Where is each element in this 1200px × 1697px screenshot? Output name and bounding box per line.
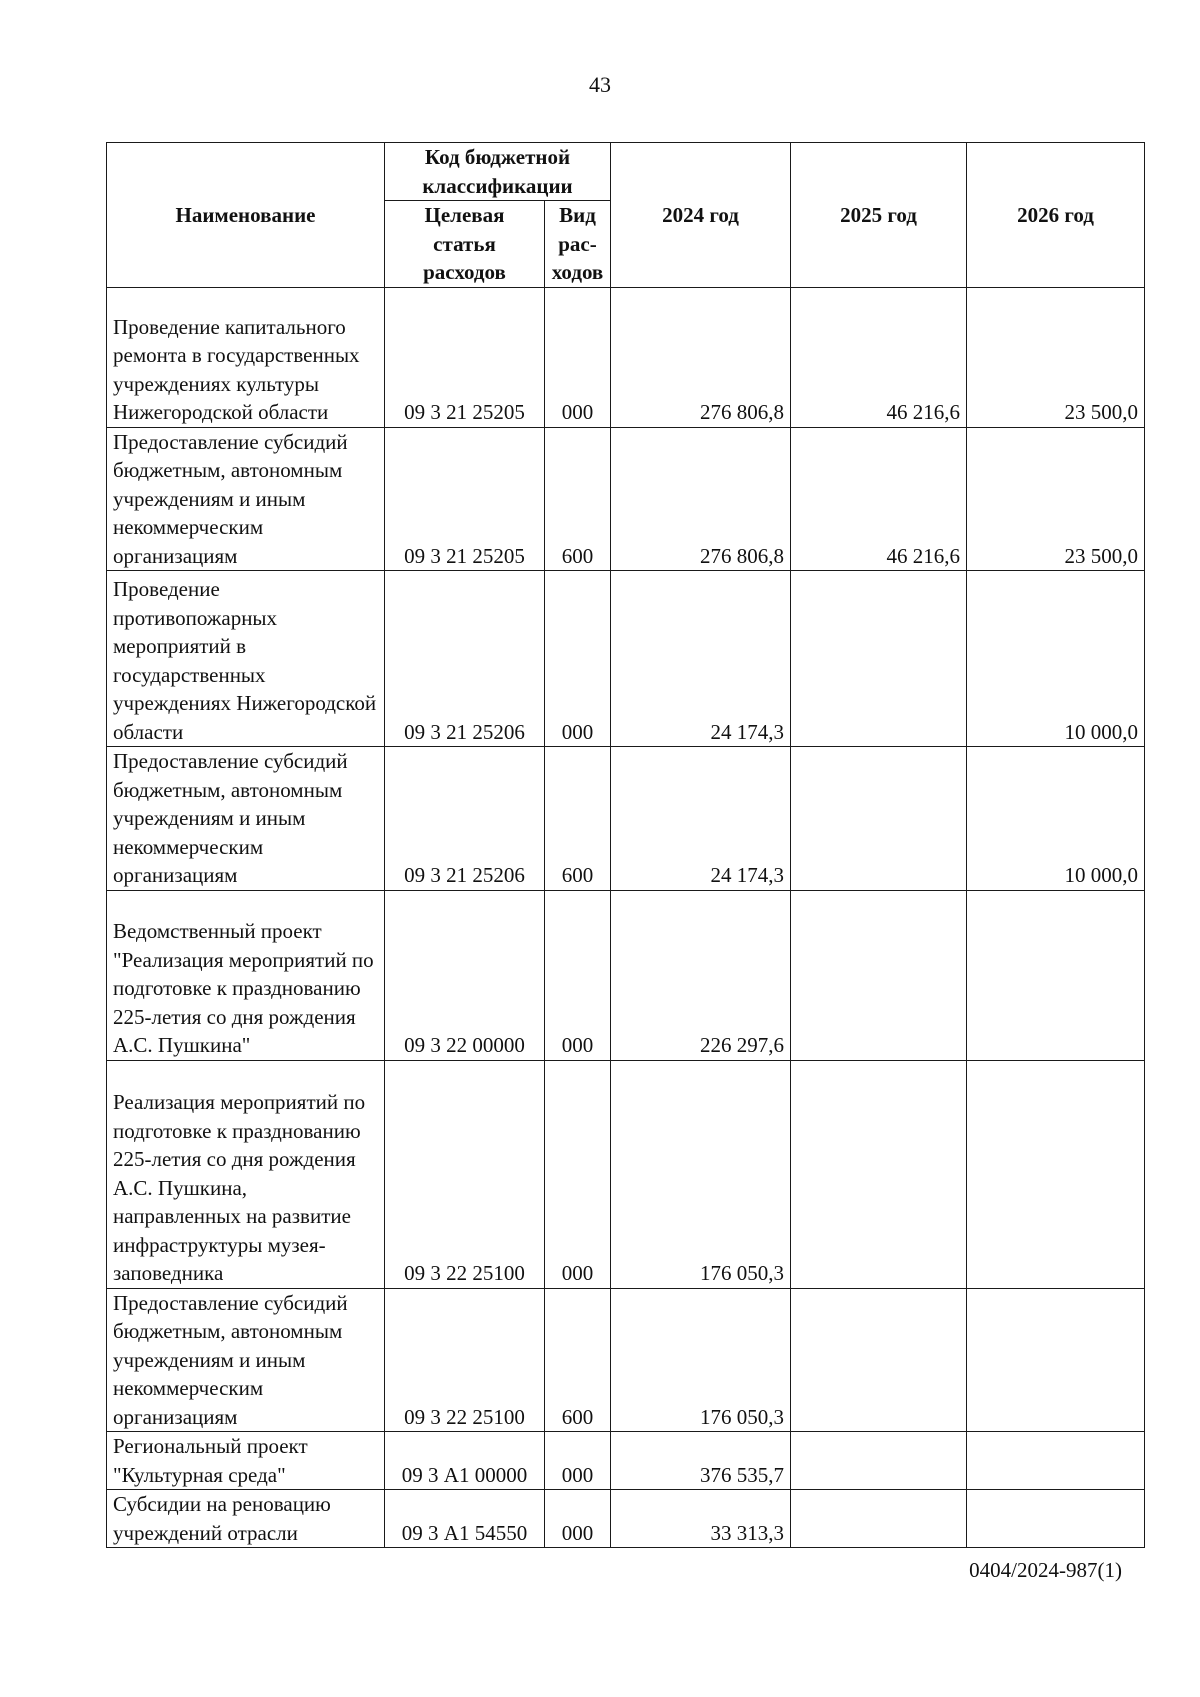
row-target-article: 09 3 21 25206 [385,747,545,891]
row-2025 [791,1060,967,1288]
row-expense-type: 600 [545,1288,611,1432]
table-row [107,1060,1145,1288]
row-name: Региональный проект "Культурная среда" [107,1432,385,1490]
table-header [107,143,1145,288]
table-row [107,1288,1145,1432]
row-2025 [791,1432,967,1490]
header-kbk-group: Код бюджетной классификации [385,143,611,201]
row-2024: 24 174,3 [611,571,791,747]
row-2024: 276 806,8 [611,427,791,571]
row-2025 [791,890,967,1060]
table-row [107,890,1145,1060]
row-2026: 23 500,0 [967,427,1145,571]
row-name: Предоставление субсидий бюджетным, автономным учреждениям и иным некоммерческим организациям [107,1288,385,1432]
row-target-article: 09 3 22 25100 [385,1060,545,1288]
row-2025 [791,1288,967,1432]
row-target-article: 09 3 22 25100 [385,1288,545,1432]
row-2026 [967,1432,1145,1490]
row-2024: 376 535,7 [611,1432,791,1490]
header-target-article: Целевая статья расходов [385,201,545,288]
row-2024: 226 297,6 [611,890,791,1060]
row-2025 [791,1490,967,1548]
row-expense-type: 000 [545,890,611,1060]
header-expense-type: Вид рас-ходов [545,201,611,288]
row-2024: 176 050,3 [611,1060,791,1288]
row-target-article: 09 3 21 25205 [385,427,545,571]
row-2024: 276 806,8 [611,287,791,427]
table-row [107,571,1145,747]
row-name: Ведомственный проект "Реализация мероприятий по подготовке к празднованию 225-летия со дня рождения А.С. Пушкина" [107,890,385,1060]
row-2024: 176 050,3 [611,1288,791,1432]
row-target-article: 09 3 22 00000 [385,890,545,1060]
page-number: 43 [589,72,611,97]
row-expense-type: 000 [545,287,611,427]
header-2025: 2025 год [791,143,967,288]
budget-table [106,142,1145,1548]
row-2026 [967,1490,1145,1548]
table-body [107,287,1145,1548]
row-2024: 33 313,3 [611,1490,791,1548]
table-row [107,1490,1145,1548]
table-row [107,287,1145,427]
row-expense-type: 000 [545,1490,611,1548]
row-2026: 10 000,0 [967,571,1145,747]
row-name: Субсидии на реновацию учреждений отрасли [107,1490,385,1548]
row-name: Проведение противопожарных мероприятий в государственных учреждениях Нижегородской области [107,571,385,747]
row-target-article: 09 3 А1 00000 [385,1432,545,1490]
row-2026: 23 500,0 [967,287,1145,427]
row-target-article: 09 3 А1 54550 [385,1490,545,1548]
table-row [107,747,1145,891]
row-2026: 10 000,0 [967,747,1145,891]
row-expense-type: 000 [545,1060,611,1288]
row-name: Предоставление субсидий бюджетным, автономным учреждениям и иным некоммерческим организациям [107,427,385,571]
row-expense-type: 000 [545,1432,611,1490]
row-expense-type: 600 [545,427,611,571]
row-expense-type: 600 [545,747,611,891]
row-name: Проведение капитального ремонта в государственных учреждениях культуры Нижегородской области [107,287,385,427]
row-2024: 24 174,3 [611,747,791,891]
row-2025 [791,747,967,891]
table-row [107,427,1145,571]
row-2025: 46 216,6 [791,427,967,571]
row-name: Реализация мероприятий по подготовке к празднованию 225-летия со дня рождения А.С. Пушкина, направленных на развитие инфраструктуры музея-заповедника [107,1060,385,1288]
row-2026 [967,890,1145,1060]
row-target-article: 09 3 21 25206 [385,571,545,747]
row-2025: 46 216,6 [791,287,967,427]
row-target-article: 09 3 21 25205 [385,287,545,427]
row-expense-type: 000 [545,571,611,747]
document-code: 0404/2024-987(1) [969,1558,1122,1582]
row-2026 [967,1288,1145,1432]
row-2026 [967,1060,1145,1288]
header-2024: 2024 год [611,143,791,288]
row-name: Предоставление субсидий бюджетным, автономным учреждениям и иным некоммерческим организациям [107,747,385,891]
table-row [107,1432,1145,1490]
header-2026: 2026 год [967,143,1145,288]
row-2025 [791,571,967,747]
header-name: Наименование [107,143,385,288]
